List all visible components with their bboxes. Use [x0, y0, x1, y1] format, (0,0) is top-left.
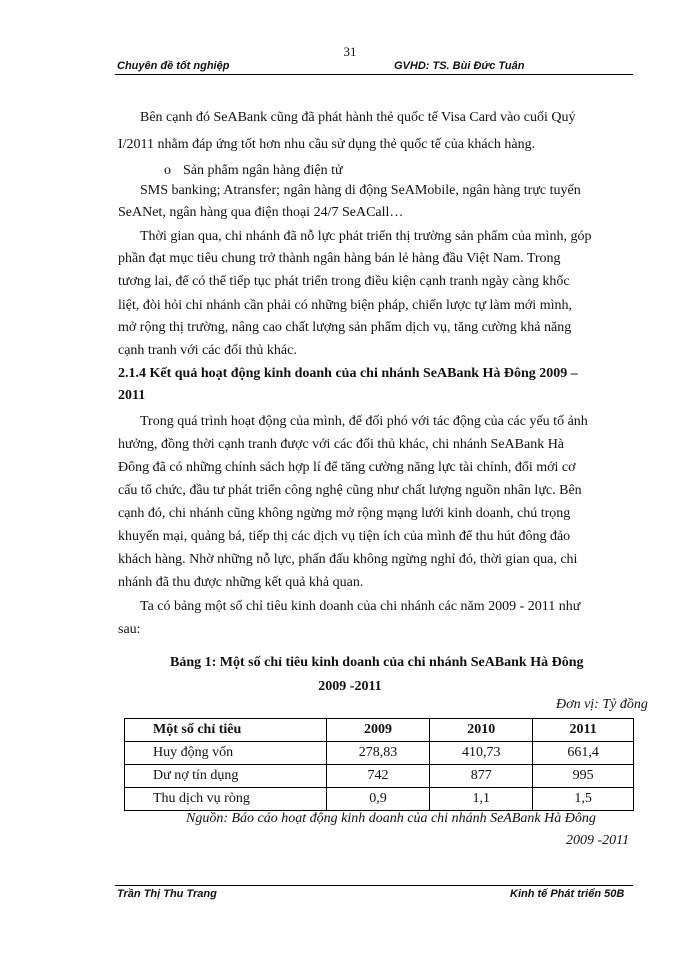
page-number: 31 [343, 44, 357, 59]
table-cell: 995 [533, 765, 634, 788]
bullet-marker: o [164, 163, 171, 178]
section-heading: 2.1.4 Kết quả hoạt động kinh doanh của chi nhánh SeABank Hà Đông 2009 – [118, 366, 578, 381]
table-row [125, 765, 634, 788]
table-row [125, 742, 634, 765]
paragraph-line: mở rộng thị trường, nâng cao chất lượng sản phẩm dịch vụ, tăng cường khả năng [118, 320, 572, 335]
table-cell: 877 [430, 765, 533, 788]
footer-author: Trần Thị Thu Trang [117, 888, 217, 900]
paragraph-line: Bên cạnh đó SeABank cũng đã phát hành thẻ quốc tế Visa Card vào cuối Quý [140, 110, 576, 125]
table-source-years: 2009 -2011 [566, 833, 630, 848]
paragraph-line: sau: [118, 622, 141, 637]
footer-divider [115, 885, 633, 886]
table-cell-indicator: Huy động vốn [125, 742, 327, 765]
table-cell: 742 [326, 765, 430, 788]
paragraph-line: phần đạt mục tiêu chung trở thành ngân hàng bán lẻ hàng đầu Việt Nam. Trong [118, 251, 561, 266]
paragraph-line: cạnh tranh với các đối thủ khác. [118, 343, 297, 358]
paragraph-line: Ta có bảng một số chỉ tiêu kinh doanh của chi nhánh các năm 2009 - 2011 như [140, 599, 581, 614]
header-supervisor: GVHD: TS. Bùi Đức Tuân [394, 60, 525, 72]
table-header-year: 2010 [430, 719, 533, 742]
paragraph-line: cạnh đó, chi nhánh cũng không ngừng mở rộng mạng lưới kinh doanh, chú trọng [118, 506, 571, 521]
table-source: Nguồn: Báo cáo hoạt động kinh doanh của chi nhánh SeABank Hà Đông [186, 811, 596, 826]
paragraph-line: khuyến mại, quảng bá, tiếp thị các dịch vụ tiện ích của mình để thu hút đông đảo [118, 529, 571, 544]
paragraph-line: SMS banking; Atransfer; ngân hàng di động SeAMobile, ngân hàng trực tuyến [140, 183, 581, 198]
table-cell: 1,5 [533, 788, 634, 811]
table-header-row [125, 719, 634, 742]
section-heading-continued: 2011 [118, 388, 146, 403]
paragraph-line: hưởng, đồng thời cạnh tranh được với các đối thủ khác, chi nhánh SeABank Hà [118, 437, 565, 452]
table-header-year: 2009 [326, 719, 430, 742]
bullet-item: Sản phẩm ngân hàng điện tử [183, 163, 343, 178]
paragraph-line: tương lai, để có thể tiếp tục phát triển trong điều kiện cạnh tranh ngày càng khốc [118, 274, 570, 289]
table-cell-indicator: Thu dịch vụ ròng [125, 788, 327, 811]
paragraph-line: liệt, đòi hỏi chi nhánh cần phải có những biện pháp, chiến lược tự làm mới mình, [118, 298, 572, 313]
header-divider [115, 74, 633, 75]
paragraph-line: SeANet, ngân hàng qua điện thoại 24/7 SeACall… [118, 205, 404, 220]
table-unit: Đơn vị: Tỷ đồng [556, 697, 648, 712]
table-cell-indicator: Dư nợ tín dụng [125, 765, 327, 788]
paragraph-line: Trong quá trình hoạt động của mình, để đối phó với tác động của các yếu tố ảnh [140, 414, 588, 429]
paragraph-line: I/2011 nhằm đáp ứng tốt hơn nhu cầu sử dụng thẻ quốc tế của khách hàng. [118, 137, 536, 152]
footer-class: Kinh tế Phát triển 50B [510, 888, 625, 900]
table-cell: 661,4 [533, 742, 634, 765]
table-title: Bảng 1: Một số chỉ tiêu kinh doanh của chi nhánh SeABank Hà Đông [170, 655, 584, 670]
paragraph-line: cấu tổ chức, đầu tư phát triển công nghệ cũng như chất lượng nguồn nhân lực. Bên [118, 483, 582, 498]
table-cell: 1,1 [430, 788, 533, 811]
table-header-indicator: Một số chỉ tiêu [125, 719, 327, 742]
paragraph-line: nhánh đã thu được những kết quả khả quan. [118, 575, 364, 590]
paragraph-line: Đông đã có những chính sách hợp lí để tăng cường năng lực tài chính, đổi mới cơ [118, 460, 576, 475]
table-cell: 410,73 [430, 742, 533, 765]
business-indicators-table [124, 718, 634, 811]
table-header-year: 2011 [533, 719, 634, 742]
paragraph-line: Thời gian qua, chi nhánh đã nỗ lực phát triển thị trường sản phẩm của mình, góp [140, 229, 592, 244]
header-title: Chuyên đề tốt nghiệp [117, 60, 230, 72]
paragraph-line: khách hàng. Nhờ những nỗ lực, phấn đấu không ngừng nghỉ đó, thời gian qua, chi [118, 552, 578, 567]
table-row [125, 788, 634, 811]
table-title-years: 2009 -2011 [318, 679, 382, 694]
table-cell: 0,9 [326, 788, 430, 811]
table-cell: 278,83 [326, 742, 430, 765]
